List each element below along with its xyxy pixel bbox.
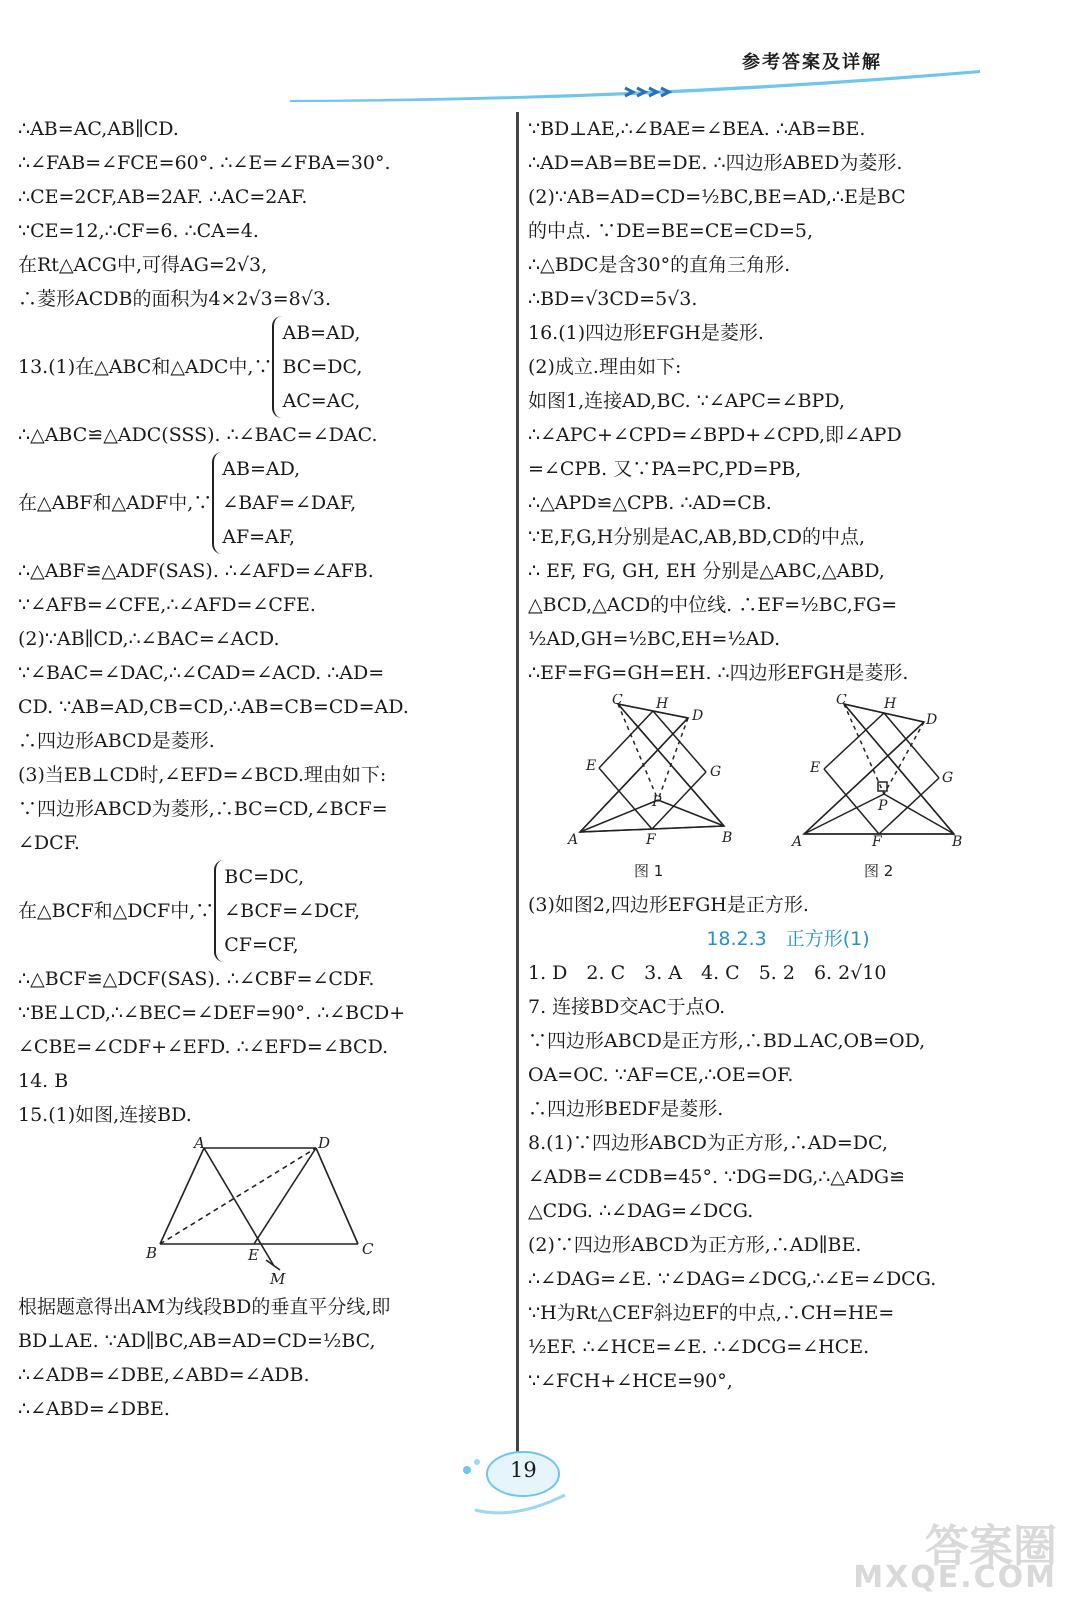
text-line: ∴ EF, FG, GH, EH 分别是△ABC,△ABD, xyxy=(528,560,885,582)
brace-line: ∠BCF=∠DCF, xyxy=(224,900,361,922)
fig-label: P xyxy=(652,794,662,810)
text-line: ∵BE⊥CD,∴∠BEC=∠DEF=90°. ∴∠BCD+ xyxy=(18,1002,406,1024)
fig-label: H xyxy=(884,696,897,712)
text-line: =∠CPB. 又∵PA=PC,PD=PB, xyxy=(528,458,802,480)
text-line: △BCD,△ACD的中位线. ∴EF=½BC,FG= xyxy=(528,594,898,616)
text-line: ∴∠ABD=∠DBE. xyxy=(18,1398,170,1420)
fig-label: D xyxy=(692,708,704,724)
brace-group xyxy=(214,860,360,962)
text-line: ∵BD⊥AE,∴∠BAE=∠BEA. ∴AB=BE. xyxy=(528,118,866,140)
text-line: (3)如图2,四边形EFGH是正方形. xyxy=(528,894,809,916)
fig-label: F xyxy=(646,832,656,848)
fig-label: H xyxy=(656,696,669,712)
brace-group xyxy=(272,316,362,418)
text-line: ∠CBE=∠CDF+∠EFD. ∴∠EFD=∠BCD. xyxy=(18,1036,389,1058)
brace-line: CF=CF, xyxy=(224,934,299,956)
brace-line: AF=AF, xyxy=(222,526,296,548)
text-line: 的中点. ∵DE=BE=CE=CD=5, xyxy=(528,220,814,242)
fig-label: A xyxy=(194,1136,205,1152)
figure-caption: 图 1 xyxy=(634,862,664,880)
section-title: 18.2.3 正方形(1) xyxy=(706,928,870,950)
text-line: ∵四边形ABCD为菱形,∴BC=CD,∠BCF= xyxy=(18,798,388,820)
text-line: ∴△BCF≌△DCF(SAS). ∴∠CBF=∠CDF. xyxy=(18,968,375,990)
text-line: ∴△BDC是含30°的直角三角形. xyxy=(528,254,791,276)
brace-line: ∠BAF=∠DAF, xyxy=(222,492,357,514)
text-line: 如图1,连接AD,BC. ∵∠APC=∠BPD, xyxy=(528,390,845,412)
header-band xyxy=(290,68,990,104)
text-line: ∴AB=AC,AB∥CD. xyxy=(18,118,179,140)
fig-label: B xyxy=(952,834,963,850)
abf-system xyxy=(18,452,496,554)
page-number-bubble xyxy=(455,1440,585,1530)
text-line: 在Rt△ACG中,可得AG=2√3, xyxy=(18,254,268,276)
fig-label: C xyxy=(612,694,623,708)
text-line: 根据题意得出AM为线段BD的垂直平分线,即 xyxy=(18,1296,391,1318)
text-line: ½EF. ∴∠HCE=∠E. ∴∠DCG=∠HCE. xyxy=(528,1336,870,1358)
text-line: ∴△ABF≌△ADF(SAS). ∴∠AFD=∠AFB. xyxy=(18,560,374,582)
text-line: ∴△APD≌△CPB. ∴AD=CB. xyxy=(528,492,772,514)
text-line: ∠ADB=∠CDB=45°. ∵DG=DG,∴△ADG≌ xyxy=(528,1166,906,1188)
text-line: ∵∠BAC=∠DAC,∴∠CAD=∠ACD. ∴AD= xyxy=(18,662,385,684)
text-line: ∴∠ADB=∠DBE,∠ABD=∠ADB. xyxy=(18,1364,310,1386)
fig-label: E xyxy=(248,1246,259,1264)
brace-line: BC=DC, xyxy=(282,356,363,378)
left-column xyxy=(18,112,496,1426)
fig-label: E xyxy=(586,758,597,774)
text-line: ∴△ABC≌△ADC(SSS). ∴∠BAC=∠DAC. xyxy=(18,424,378,446)
fig-label: M xyxy=(270,1270,286,1286)
fig-label: P xyxy=(878,798,888,814)
brace-group xyxy=(212,452,356,554)
figure-caption: 图 2 xyxy=(864,862,894,880)
text-line: (2)∵四边形ABCD为正方形,∴AD∥BE. xyxy=(528,1234,862,1256)
fig-label: C xyxy=(836,694,847,708)
text-line: ∴四边形BEDF是菱形. xyxy=(528,1098,724,1120)
header-title: 参考答案及详解 xyxy=(742,52,882,73)
brace-line: AC=AC, xyxy=(282,390,361,412)
text-line: (2)∵AB∥CD,∴∠BAC=∠ACD. xyxy=(18,628,280,650)
text-line: ∴四边形ABCD是菱形. xyxy=(18,730,215,752)
fig-label: C xyxy=(362,1240,374,1258)
text-line: ∴∠DAG=∠E. ∵∠DAG=∠DCG,∴∠E=∠DCG. xyxy=(528,1268,937,1290)
column-divider xyxy=(516,112,519,1462)
text-line: ∴∠APC+∠CPD=∠BPD+∠CPD,即∠APD xyxy=(528,424,902,446)
bcf-label: 在△BCF和△DCF中,∵ xyxy=(18,900,215,922)
text-line: 14. B xyxy=(18,1070,69,1092)
fig-label: A xyxy=(792,834,803,850)
brace-line: BC=DC, xyxy=(224,866,305,888)
text-line: ∴AD=AB=BE=DE. ∴四边形ABED为菱形. xyxy=(528,152,903,174)
fig-label: B xyxy=(722,830,733,846)
text-line: 7. 连接BD交AC于点O. xyxy=(528,996,726,1018)
q13-system xyxy=(18,316,496,418)
q16-figures xyxy=(528,694,988,884)
text-line: 1. D 2. C 3. A 4. C 5. 2 6. 2√10 xyxy=(528,962,887,984)
brace-line: AB=AD, xyxy=(282,322,361,344)
fig-label: D xyxy=(318,1136,331,1152)
text-line: ∵四边形ABCD是正方形,∴BD⊥AC,OB=OD, xyxy=(528,1030,926,1052)
text-line: ∠DCF. xyxy=(18,832,80,854)
text-line: ∵CE=12,∴CF=6. ∴CA=4. xyxy=(18,220,259,242)
watermark-logo: 答案圈 xyxy=(925,1521,1057,1572)
fig-label: D xyxy=(926,712,938,728)
text-line: ∴菱形ACDB的面积为4×2√3=8√3. xyxy=(18,288,331,310)
text-line: CD. ∵AB=AD,CB=CD,∴AB=CB=CD=AD. xyxy=(18,696,409,718)
fig-label: F xyxy=(872,834,882,850)
fig-label: B xyxy=(146,1244,158,1262)
text-line: 15.(1)如图,连接BD. xyxy=(18,1104,192,1126)
watermark-url: MXQE.COM xyxy=(853,1560,1057,1595)
text-line: 8.(1)∵四边形ABCD为正方形,∴AD=DC, xyxy=(528,1132,888,1154)
text-line: OA=OC. ∵AF=CE,∴OE=OF. xyxy=(528,1064,794,1086)
text-line: ∴∠FAB=∠FCE=60°. ∴∠E=∠FBA=30°. xyxy=(18,152,391,174)
text-line: ∴BD=√3CD=5√3. xyxy=(528,288,698,310)
text-line: BD⊥AE. ∵AD∥BC,AB=AD=CD=½BC, xyxy=(18,1330,376,1352)
fig-label: E xyxy=(810,760,821,776)
page-number: 19 xyxy=(510,1458,537,1482)
brace-line: AB=AD, xyxy=(222,458,301,480)
text-line: ∴EF=FG=GH=EH. ∴四边形EFGH是菱形. xyxy=(528,662,909,684)
fig-label: A xyxy=(568,832,579,848)
text-line: 16.(1)四边形EFGH是菱形. xyxy=(528,322,764,344)
text-line: (2)成立.理由如下: xyxy=(528,356,682,378)
text-line: ∵E,F,G,H分别是AC,AB,BD,CD的中点, xyxy=(528,526,866,548)
text-line: (3)当EB⊥CD时,∠EFD=∠BCD.理由如下: xyxy=(18,764,387,786)
text-line: ∴CE=2CF,AB=2AF. ∴AC=2AF. xyxy=(18,186,308,208)
text-line: (2)∵AB=AD=CD=½BC,BE=AD,∴E是BC xyxy=(528,186,906,208)
q13-label: 13.(1)在△ABC和△ADC中,∵ xyxy=(18,356,273,378)
fig-label: G xyxy=(710,764,722,780)
text-line: ½AD,GH=½BC,EH=½AD. xyxy=(528,628,781,650)
fig-label: G xyxy=(942,770,954,786)
text-line: ∵∠AFB=∠CFE,∴∠AFD=∠CFE. xyxy=(18,594,316,616)
right-column xyxy=(528,112,1048,1398)
q15-figure xyxy=(18,1136,458,1286)
abf-label: 在△ABF和△ADF中,∵ xyxy=(18,492,213,514)
text-line: ∵∠FCH+∠HCE=90°, xyxy=(528,1370,733,1392)
bcf-system xyxy=(18,860,496,962)
text-line: △CDG. ∴∠DAG=∠DCG. xyxy=(528,1200,754,1222)
text-line: ∵H为Rt△CEF斜边EF的中点,∴CH=HE= xyxy=(528,1302,895,1324)
